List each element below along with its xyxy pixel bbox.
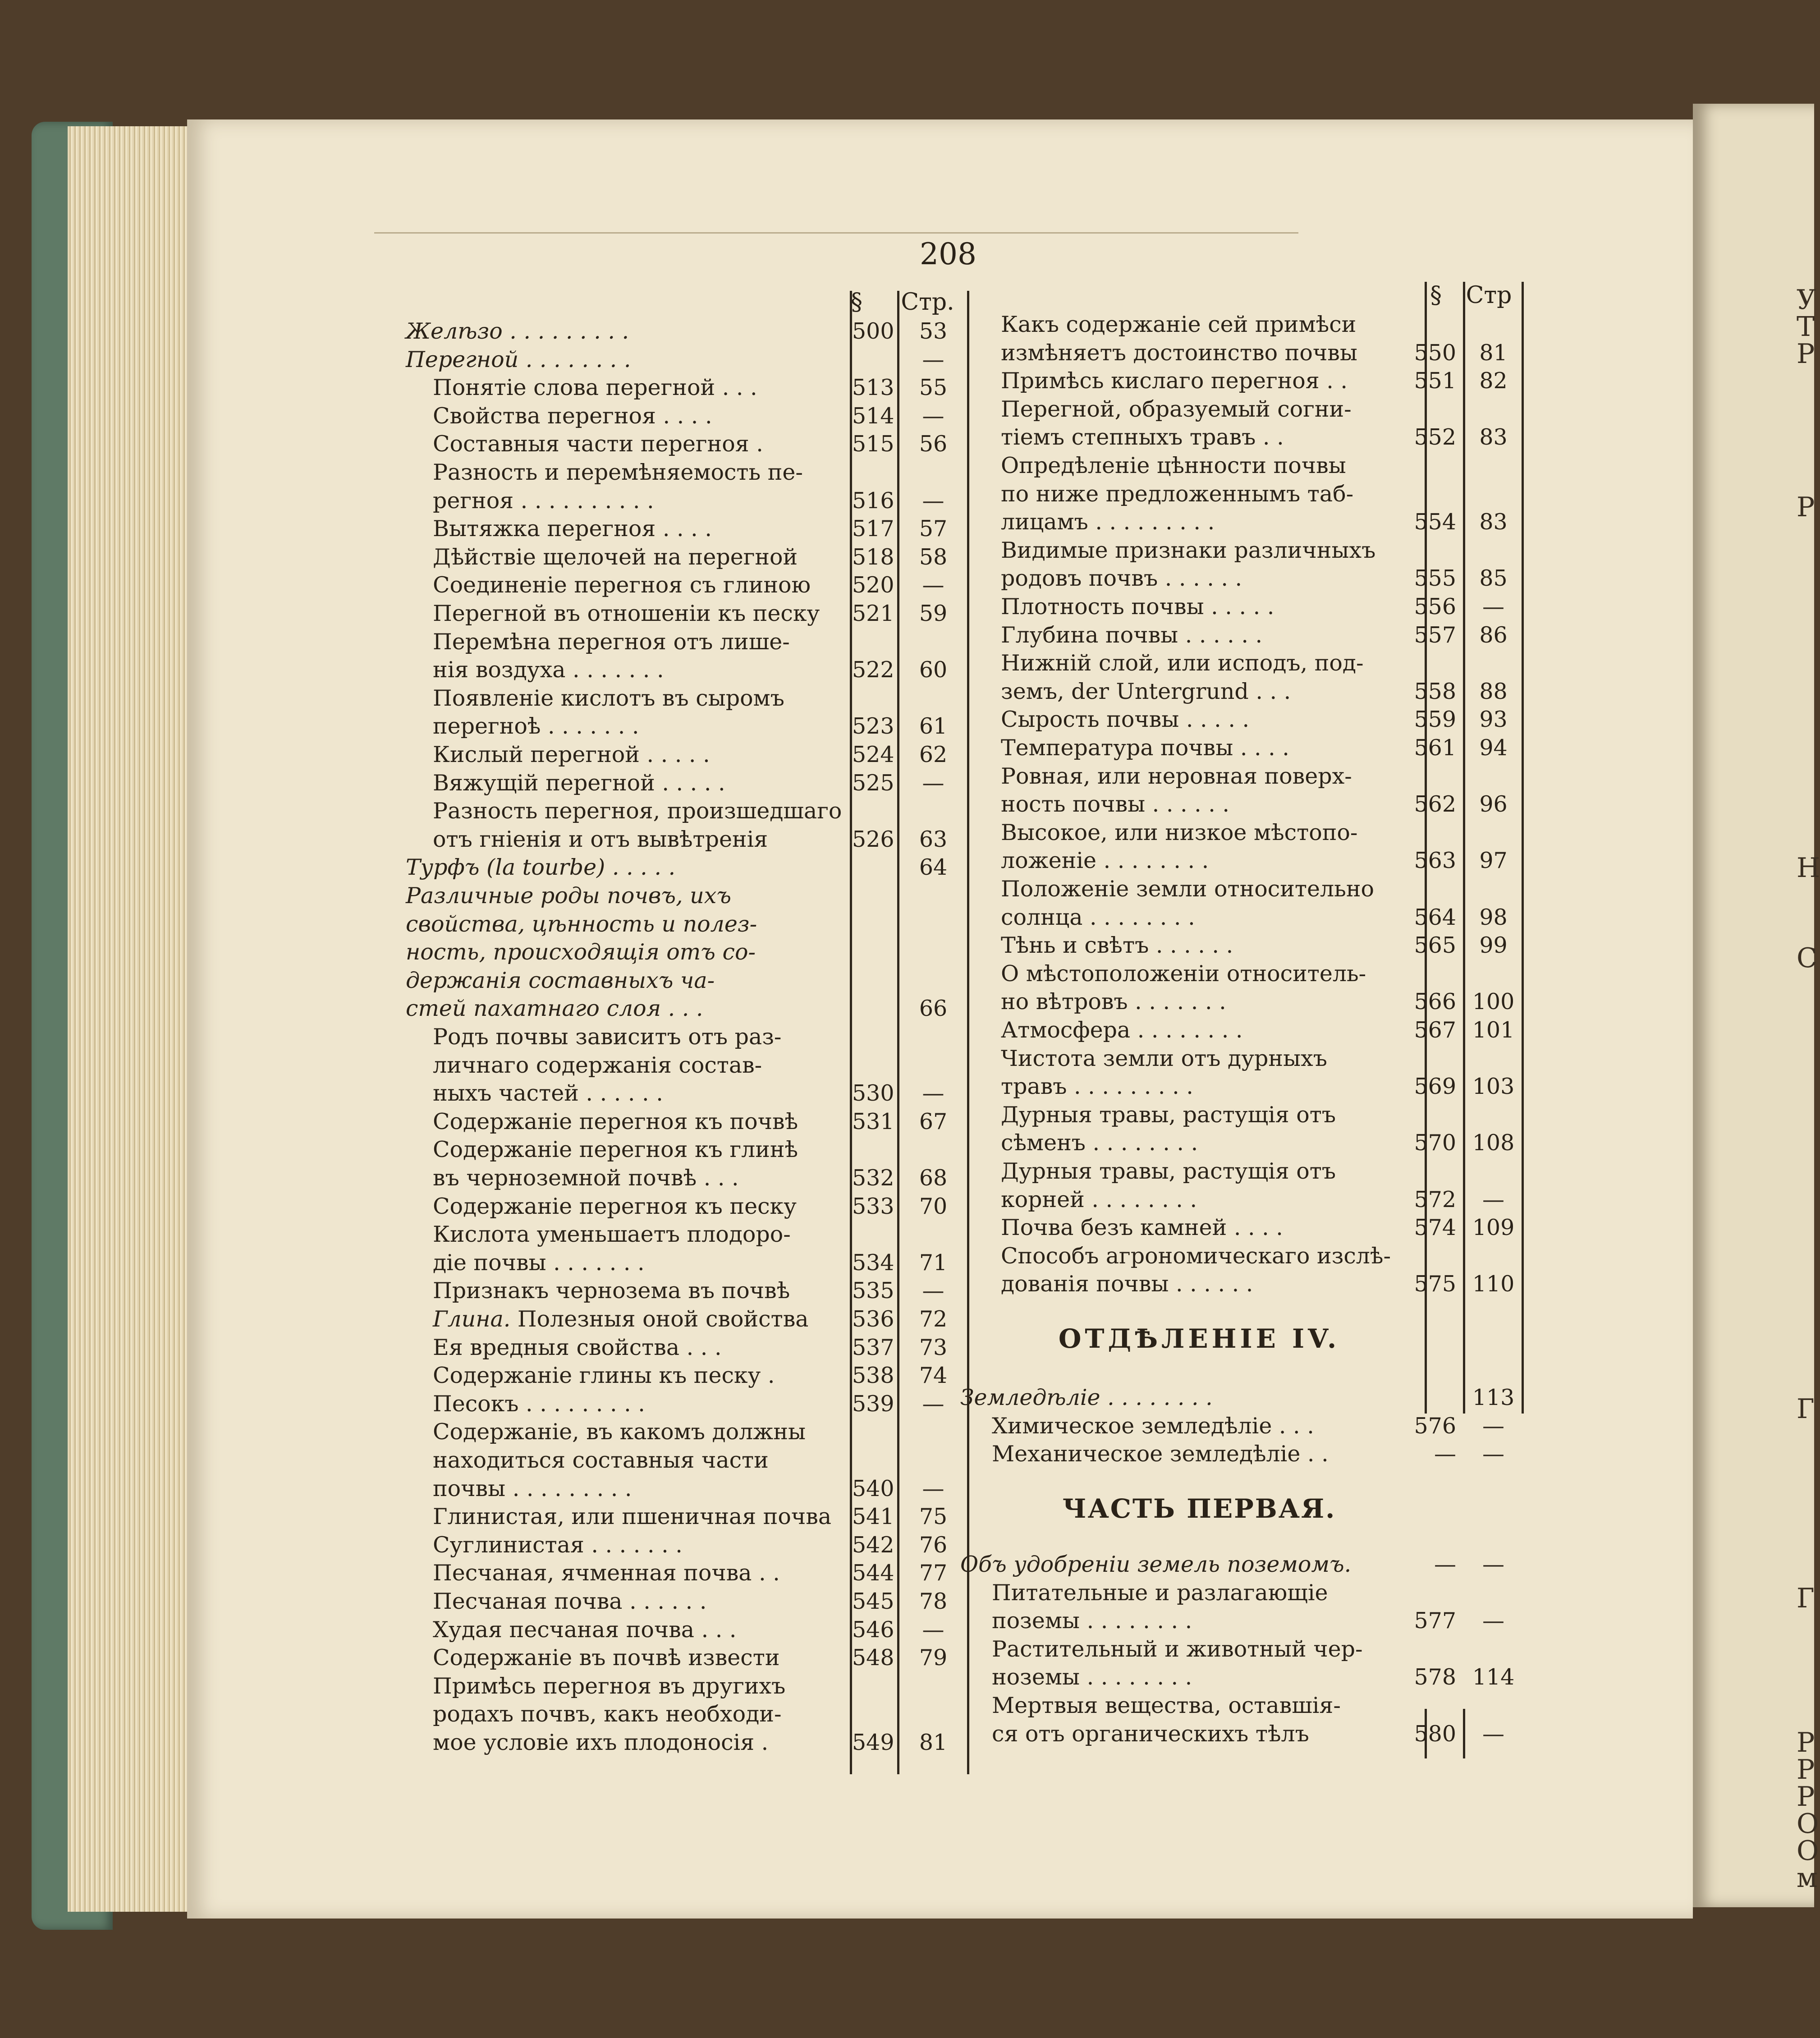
section-number: 520 [852,572,894,598]
page-reference: 93 [1479,707,1508,733]
facing-page-fragment: Г [1797,1393,1815,1425]
entry-title: ныхъ частей . . . . . . [433,1080,663,1106]
entry-title: Дурныя травы, растущія отъ [1001,1158,1336,1184]
entry-title: ность, происходящія отъ со- [406,939,756,965]
entry-title: родахъ почвъ, какъ необходи- [433,1701,782,1727]
entry-title: ноземы . . . . . . . . [992,1664,1192,1690]
section-number: 517 [852,516,894,542]
page-reference: — [922,1278,944,1304]
section-number: 530 [852,1080,894,1106]
page-reference: — [922,346,944,372]
entry-title: измѣняетъ достоинство почвы [1001,340,1357,366]
section-number: 574 [1414,1215,1456,1241]
entry-title: Глина. Полезныя оной свойства [433,1306,809,1332]
entry-title: Перегной въ отношеніи къ песку [433,601,820,626]
entry-title: Желѣзо . . . . . . . . . [406,318,629,344]
page-reference: 82 [1479,368,1508,394]
entry-title: но вѣтровъ . . . . . . . [1001,989,1226,1015]
page-reference: 81 [1479,340,1508,366]
entry-title: Объ удобреніи земель поземомъ. [960,1551,1352,1577]
entry-title: Турфъ (la tourbe) . . . . . [406,854,676,881]
section-number: 515 [852,431,894,457]
entry-title: земъ, der Untergrund . . . [1001,678,1291,704]
header-rule [374,232,1298,234]
entry-title: Ровная, или неровная поверх- [1001,763,1352,789]
section-number: 580 [1414,1721,1456,1747]
page-reference: 98 [1479,904,1508,930]
page-reference: 78 [919,1588,948,1614]
entry-title: Суглинистая . . . . . . . [433,1532,683,1558]
entry-title: нія воздуха . . . . . . . [433,657,664,683]
facing-page-fragment: Р [1797,1781,1815,1813]
facing-page-fragment: Р [1797,491,1815,523]
section-number: 575 [1414,1271,1456,1297]
entry-title: Ея вредныя свойства . . . [433,1334,722,1360]
entry-title: Перемѣна перегноя отъ лише- [433,629,790,655]
page-reference: — [922,1391,944,1417]
page-reference: 79 [919,1645,948,1671]
entry-title: Содержаніе перегноя къ почвѣ [433,1108,798,1134]
section-number: 536 [852,1306,894,1332]
entry-title: Песчаная почва . . . . . . [433,1588,707,1614]
entry-title: Свойства перегноя . . . . [433,403,712,429]
page-reference: 64 [919,854,948,881]
entry-title: Глубина почвы . . . . . . [1001,622,1263,648]
section-number: 524 [852,742,894,767]
section-number: 551 [1414,368,1456,394]
entry-title: Чистота земли отъ дурныхъ [1001,1045,1327,1071]
page-reference: 99 [1479,932,1508,959]
section-number: 539 [852,1391,894,1417]
section-number: 523 [852,713,894,739]
page-reference: — [922,1475,944,1501]
entry-title: Примѣсь кислаго перегноя . . [1001,368,1348,394]
section-number: 550 [1414,340,1456,366]
section-number: — [1434,1441,1456,1467]
entry-title: Худая песчаная почва . . . [433,1616,737,1643]
page-reference: 57 [919,516,948,542]
page-reference: 60 [919,657,948,683]
section-number: 535 [852,1278,894,1304]
section-number: 559 [1414,707,1456,733]
page-reference: 77 [919,1560,948,1586]
page-reference: 53 [919,318,948,344]
page-reference: 109 [1472,1215,1515,1241]
page-reference: 83 [1479,509,1508,535]
page-reference: 88 [1479,678,1508,704]
page-reference: — [1482,1413,1504,1439]
page-reference: 73 [919,1334,948,1360]
right-column-rule-3 [1522,282,1524,1414]
section-number: 562 [1414,791,1456,817]
entry-title: Глинистая, или пшеничная почва [433,1504,832,1530]
section-number: 525 [852,770,894,796]
entry-title: дованія почвы . . . . . . [1001,1271,1253,1297]
entry-title: Содержаніе перегноя къ песку [433,1193,797,1219]
entry-title: Перегной, образуемый согни- [1001,396,1352,422]
entry-title: ность почвы . . . . . . [1001,791,1230,817]
section-number: 555 [1414,565,1456,592]
section-number: 544 [852,1560,894,1586]
section-number: 533 [852,1193,894,1219]
entry-title: Растительный и животный чер- [992,1636,1363,1662]
section-number: 521 [852,601,894,626]
entry-title: Высокое, или низкое мѣстопо- [1001,819,1358,845]
entry-title: держанія составныхъ ча- [406,967,715,993]
entry-title: Содержаніе глины къ песку . [433,1363,775,1389]
entry-title: Различные роды почвъ, ихъ [406,883,732,909]
section-number: 534 [852,1249,894,1276]
section-number: 549 [852,1730,894,1755]
page-reference: — [1482,1608,1504,1634]
section-number: 566 [1414,989,1456,1015]
section-number: 557 [1414,622,1456,648]
section-number: 541 [852,1504,894,1530]
facing-page [1693,104,1820,1907]
entry-title: Питательные и разлагающіе [992,1579,1328,1606]
facing-page-fragment: У [1797,284,1816,316]
section-number: 526 [852,826,894,852]
entry-title: Почва безъ камней . . . . [1001,1215,1283,1241]
entry-title: Земледѣліе . . . . . . . . [960,1385,1213,1410]
facing-page-fragment: Н [1797,852,1820,884]
section-number: 522 [852,657,894,683]
section-number: 532 [852,1165,894,1191]
page-reference: 83 [1479,424,1508,450]
entry-title: тіемъ степныхъ травъ . . [1001,424,1284,450]
section-number: 516 [852,487,894,514]
entry-title: Содержаніе въ почвѣ извести [433,1645,780,1671]
page-reference: 113 [1472,1385,1515,1410]
page-reference: 63 [919,826,948,852]
entry-title: Атмосфера . . . . . . . . [1001,1017,1243,1043]
entry-title: Плотность почвы . . . . . [1001,594,1274,620]
section-number: 558 [1414,678,1456,704]
section-number: 514 [852,403,894,429]
entry-title: Какъ содержаніе сей примѣси [1001,312,1357,337]
entry-title: Песчаная, ячменная почва . . [433,1560,780,1586]
page-reference: 103 [1472,1074,1515,1100]
facing-page-fragment: С [1797,942,1817,974]
entry-title: родовъ почвъ . . . . . . [1001,565,1242,592]
facing-page-fragment: Т [1797,311,1815,343]
page-reference: 97 [1479,848,1508,874]
entry-title: Температура почвы . . . . [1001,735,1289,761]
section-number: 569 [1414,1074,1456,1100]
facing-page-fragment: О [1797,1835,1819,1867]
page-reference: 96 [1479,791,1508,817]
division-heading: ОТДѢЛЕНІЕ IV. [1058,1323,1340,1354]
entry-title: перегноѣ . . . . . . . [433,713,639,739]
section-number: 565 [1414,932,1456,959]
page-reference: 86 [1479,622,1508,648]
entry-title: лицамъ . . . . . . . . . [1001,509,1215,535]
section-number: 577 [1414,1608,1456,1634]
page-column-header-left: Стр. [901,289,954,316]
entry-title: солнца . . . . . . . . [1001,904,1195,930]
page-reference: — [922,572,944,598]
page-reference: — [1482,1721,1504,1747]
page-reference: 100 [1472,989,1515,1015]
entry-title: Содержаніе перегноя къ глинѣ [433,1137,798,1163]
entry-title: сѣменъ . . . . . . . . [1001,1130,1198,1156]
entry-title: Понятіе слова перегной . . . [433,375,757,401]
section-number: 548 [852,1645,894,1671]
facing-page-fragment: Р [1797,1754,1815,1786]
entry-title: Химическое земледѣліе . . . [992,1413,1314,1439]
page-reference: 66 [919,996,948,1022]
section-number: 570 [1414,1130,1456,1156]
entry-title: діе почвы . . . . . . . [433,1249,645,1276]
section-number: 500 [852,318,894,344]
section-number: 564 [1414,904,1456,930]
entry-title: Механическое земледѣліе . . [992,1441,1329,1467]
page-reference: — [922,770,944,796]
page-reference: 94 [1479,735,1508,761]
page-reference: 76 [919,1532,948,1558]
page-number: 208 [920,237,976,271]
section-number: 561 [1414,735,1456,761]
page-reference: 58 [919,544,948,570]
entry-title: Кислота уменьшаетъ плодоро- [433,1221,791,1248]
section-number: 576 [1414,1413,1456,1439]
page-edges [68,126,187,1912]
section-column-header-left: § [851,289,862,316]
page-reference: 101 [1472,1017,1515,1043]
page-reference: 81 [919,1730,948,1755]
entry-title: Опредѣленіе цѣнности почвы [1001,453,1346,478]
entry-title: Тѣнь и свѣтъ . . . . . . [1001,932,1233,959]
section-number: 563 [1414,848,1456,874]
page-column-header-right: Стр [1466,282,1512,309]
entry-title: Видимые признаки различныхъ [1001,537,1376,563]
page-reference: 72 [919,1306,948,1332]
page-reference: 75 [919,1504,948,1530]
entry-title: Признакъ чернозема въ почвѣ [433,1278,790,1304]
entry-title: поземы . . . . . . . . [992,1608,1192,1634]
facing-page-fragment: О [1797,1808,1819,1840]
section-number: 546 [852,1616,894,1643]
section-number: 540 [852,1475,894,1501]
entry-title: личнаго содержанія состав- [433,1052,762,1078]
section-column-header-right: § [1430,282,1442,309]
page-reference: — [1482,1186,1504,1212]
entry-title: Разность перегноя, произшедшаго [433,798,842,824]
entry-title: ся отъ органическихъ тѣлъ [992,1721,1309,1747]
page-reference: — [922,487,944,514]
entry-title: Родъ почвы зависитъ отъ раз- [433,1024,782,1050]
entry-title: мое условіе ихъ плодоносія . [433,1730,769,1755]
entry-title: Положеніе земли относительно [1001,876,1374,902]
entry-title: почвы . . . . . . . . . [433,1475,632,1501]
section-number: 578 [1414,1664,1456,1690]
entry-title: регноя . . . . . . . . . . [433,487,654,514]
entry-title: Разность и перемѣняемость пе- [433,459,803,485]
entry-title: Перегной . . . . . . . . [406,346,631,372]
entry-title: ложеніе . . . . . . . . [1001,848,1209,874]
page-reference: — [1482,1551,1504,1577]
entry-title: Вяжущій перегной . . . . . [433,770,725,796]
entry-title: Нижній слой, или исподъ, под- [1001,650,1364,676]
section-number: 518 [852,544,894,570]
section-number: 572 [1414,1186,1456,1212]
section-number: 531 [852,1108,894,1134]
entry-title: находиться составныя части [433,1447,769,1473]
entry-title: Песокъ . . . . . . . . . [433,1391,645,1417]
entry-title: Мертвыя вещества, оставшія- [992,1693,1341,1718]
page-reference: 62 [919,742,948,767]
page-reference: 55 [919,375,948,401]
entry-title: травъ . . . . . . . . . [1001,1074,1193,1100]
page-reference: 61 [919,713,948,739]
entry-title: Дурныя травы, растущія отъ [1001,1102,1336,1128]
page-reference: — [922,403,944,429]
page-reference: 56 [919,431,948,457]
section-number: 542 [852,1532,894,1558]
entry-title: Способъ агрономическаго изслѣ- [1001,1243,1391,1269]
section-number: 554 [1414,509,1456,535]
entry-title: Содержаніе, въ какомъ должны [433,1419,806,1445]
facing-page-fragment: Р [1797,338,1815,370]
page-reference: — [922,1080,944,1106]
entry-title: Кислый перегной . . . . . [433,742,710,767]
entry-title: Примѣсь перегноя въ другихъ [433,1673,786,1699]
entry-title: по ниже предложеннымъ таб- [1001,481,1354,507]
page-reference: 70 [919,1193,948,1219]
page-reference: — [1482,594,1504,620]
page-reference: 108 [1472,1130,1515,1156]
facing-page-fragment: Р [1797,1727,1815,1758]
entry-title: Появленіе кислотъ въ сыромъ [433,685,784,711]
section-number: 537 [852,1334,894,1360]
entry-title: въ черноземной почвѣ . . . [433,1165,739,1191]
entry-title: Соединеніе перегноя съ глиною [433,572,811,598]
entry-title: свойства, цѣнность и полез- [406,911,757,937]
part-heading: ЧАСТЬ ПЕРВАЯ. [1062,1493,1336,1524]
entry-title: О мѣстоположеніи относитель- [1001,960,1366,987]
entry-title: корней . . . . . . . . [1001,1186,1197,1212]
section-number: 545 [852,1588,894,1614]
section-number: 513 [852,375,894,401]
section-number: 552 [1414,424,1456,450]
entry-title: Сырость почвы . . . . . [1001,707,1250,733]
entry-title: Вытяжка перегноя . . . . [433,516,712,542]
section-number: 567 [1414,1017,1456,1043]
entry-title: Составныя части перегноя . [433,431,763,457]
page-reference: 110 [1472,1271,1515,1297]
entry-title: отъ гніенія и отъ вывѣтренія [433,826,768,852]
page-reference: 114 [1472,1664,1515,1690]
section-number: 556 [1414,594,1456,620]
section-number: 538 [852,1363,894,1389]
page-reference: 85 [1479,565,1508,592]
page-reference: 59 [919,601,948,626]
page-reference: — [922,1616,944,1643]
section-number: — [1434,1551,1456,1577]
page-reference: 71 [919,1249,948,1276]
page-reference: 74 [919,1363,948,1389]
entry-title: стей пахатнаго слоя . . . [406,996,703,1022]
page-reference: 67 [919,1108,948,1134]
page-reference: — [1482,1441,1504,1467]
facing-page-fragment: Г [1797,1583,1815,1614]
page-reference: 68 [919,1165,948,1191]
facing-page-fragment: м [1797,1862,1818,1894]
entry-title: Дѣйствіе щелочей на перегной [433,544,798,570]
